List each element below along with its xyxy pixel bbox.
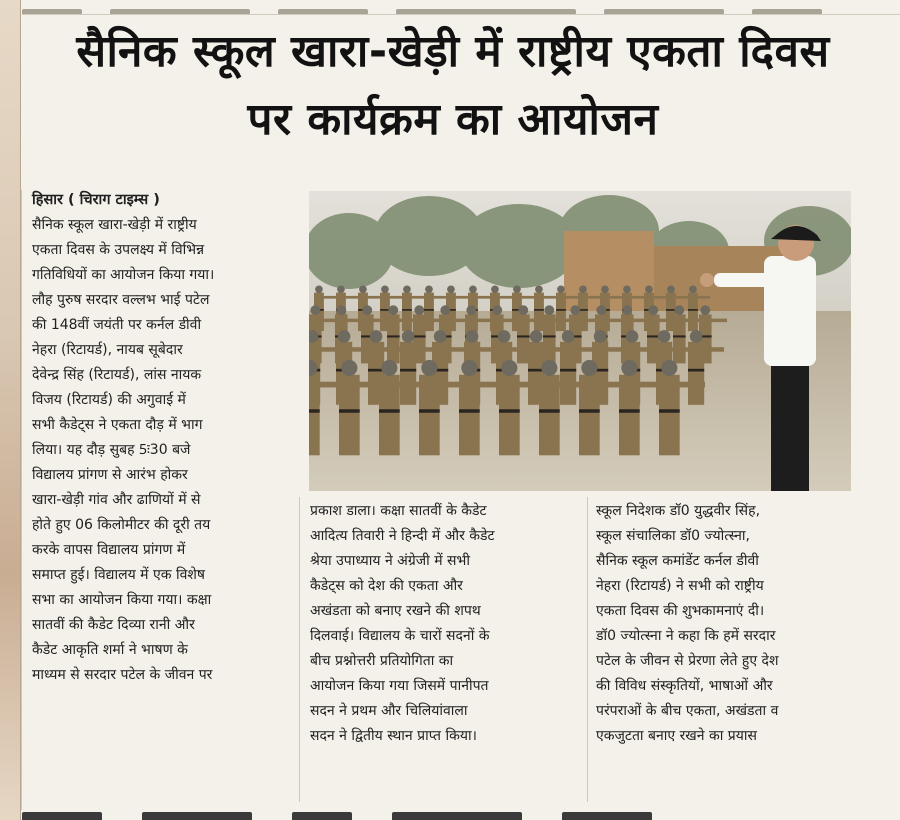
article-line: एकजुटता बनाए रखने का प्रयास bbox=[596, 728, 757, 744]
bottom-cropped-headline bbox=[22, 806, 900, 820]
article-line: नेहरा (रिटायर्ड) ने सभी को राष्ट्रीय bbox=[596, 578, 764, 594]
article-line: होते हुए 06 किलोमीटर की दूरी तय bbox=[32, 517, 211, 533]
article-line: सदन ने द्वितीय स्थान प्राप्त किया। bbox=[310, 728, 477, 744]
article-line: विजय (रिटायर्ड) की अगुवाई में bbox=[32, 392, 186, 408]
article-line: डॉ0 ज्योत्स्ना ने कहा कि हमें सरदार bbox=[596, 628, 776, 644]
article-line: माध्यम से सरदार पटेल के जीवन पर bbox=[32, 667, 213, 683]
article-line: खारा-खेड़ी गांव और ढाणियों में से bbox=[32, 492, 201, 508]
article-line: प्रकाश डाला। कक्षा सातवीं के कैडेट bbox=[310, 503, 487, 519]
article-line: गतिविधियों का आयोजन किया गया। bbox=[32, 267, 215, 283]
article-line: सभी कैडेट्स ने एकता दौड़ में भाग bbox=[32, 417, 203, 433]
article-line: सातवीं की कैडेट दिव्या रानी और bbox=[32, 617, 195, 633]
column-divider bbox=[587, 497, 588, 802]
article-line: करके वापस विद्यालय प्रांगण में bbox=[32, 542, 186, 558]
article-column-2 bbox=[310, 499, 580, 749]
article-line: सभा का आयोजन किया गया। कक्षा bbox=[32, 592, 212, 608]
article-line: विद्यालय प्रांगण से आरंभ होकर bbox=[32, 467, 188, 483]
headline-line-2: पर कार्यक्रम का आयोजन bbox=[247, 94, 659, 145]
article-line: दिलवाई। विद्यालय के चारों सदनों के bbox=[310, 628, 490, 644]
article-line: लौह पुरुष सरदार वल्लभ भाई पटेल bbox=[32, 292, 210, 308]
top-cropped-text bbox=[22, 0, 900, 15]
cadets-pledge-photo bbox=[309, 191, 851, 491]
article-line: स्कूल निदेशक डॉ0 युद्धवीर सिंह, bbox=[596, 503, 761, 519]
article-line: की विविध संस्कृतियों, भाषाओं और bbox=[596, 678, 773, 694]
adjacent-page-strip bbox=[0, 0, 21, 820]
article-line: नेहरा (रिटायर्ड), नायब सूबेदार bbox=[32, 342, 183, 358]
article-line: लिया। यह दौड़ सुबह 5ः30 बजे bbox=[32, 442, 191, 458]
article-line: बीच प्रश्नोत्तरी प्रतियोगिता का bbox=[310, 653, 454, 669]
article-line: समाप्त हुई। विद्यालय में एक विशेष bbox=[32, 567, 205, 583]
headline bbox=[24, 18, 882, 154]
article-line: श्रेया उपाध्याय ने अंग्रेजी में सभी bbox=[310, 553, 470, 569]
article-line: कैडेट आकृति शर्मा ने भाषण के bbox=[32, 642, 188, 658]
article-line: एकता दिवस के उपलक्ष्य में विभिन्न bbox=[32, 242, 205, 258]
article-line: एकता दिवस की शुभकामनाएं दी। bbox=[596, 603, 765, 619]
article-line: आदित्य तिवारी ने हिन्दी में और कैडेट bbox=[310, 528, 495, 544]
article-line: स्कूल संचालिका डॉ0 ज्योत्स्ना, bbox=[596, 528, 750, 544]
left-rule bbox=[21, 190, 22, 810]
article-column-3 bbox=[596, 499, 860, 749]
article-line: पटेल के जीवन से प्रेरणा लेते हुए देश bbox=[596, 653, 779, 669]
article-line: देवेन्द्र सिंह (रिटायर्ड), लांस नायक bbox=[32, 367, 202, 383]
news-photo bbox=[309, 191, 851, 491]
article-line: सैनिक स्कूल कमांडेंट कर्नल डीवी bbox=[596, 553, 759, 569]
article-line: सदन ने प्रथम और चिलियांवाला bbox=[310, 703, 468, 719]
article-line: आयोजन किया गया जिसमें पानीपत bbox=[310, 678, 489, 694]
column-divider bbox=[299, 497, 300, 802]
article-line: कैडेट्स को देश की एकता और bbox=[310, 578, 463, 594]
article-line: परंपराओं के बीच एकता, अखंडता व bbox=[596, 703, 779, 719]
article-line: अखंडता को बनाए रखने की शपथ bbox=[310, 603, 481, 619]
article-line: की 148वीं जयंती पर कर्नल डीवी bbox=[32, 317, 202, 333]
headline-line-1: सैनिक स्कूल खारा-खेड़ी में राष्ट्रीय एकता दिवस bbox=[76, 26, 830, 77]
article-column-1 bbox=[32, 188, 290, 688]
article-line: सैनिक स्कूल खारा-खेड़ी में राष्ट्रीय bbox=[32, 217, 197, 233]
dateline: हिसार ( चिराग टाइम्स ) bbox=[32, 192, 160, 208]
